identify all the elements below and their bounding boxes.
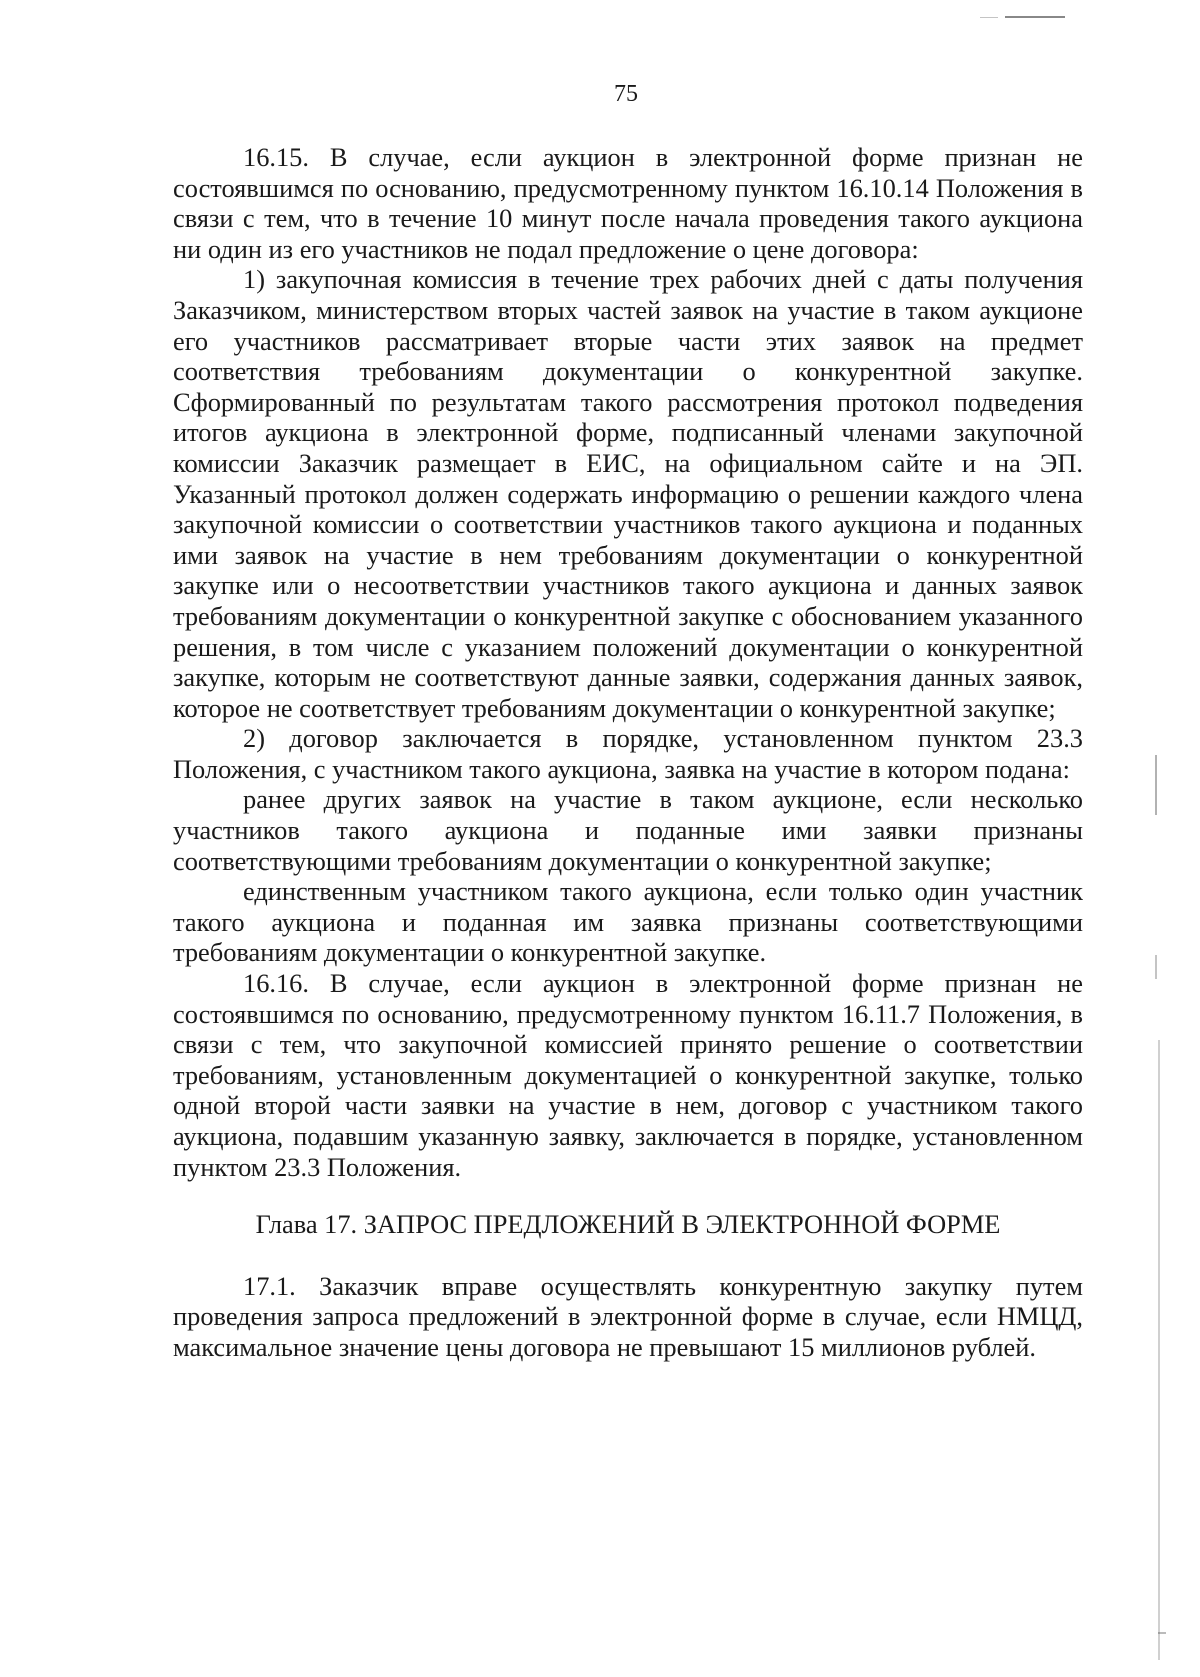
paragraph-16-16: 16.16. В случае, если аукцион в электронной форме признан не состоявшимся по основанию, предусмотренному пунктом 16.11.7 Положения, в связи с тем, что закупочной комиссией принято решение о соответствии требованиям, установленным документацией о конкурентной закупке, только одной второй части заявки на участие в нем, договор с участником такого аукциона, подавшим указанную заявку, заключается в порядке, установленном пунктом 23.3 Положения. [173, 968, 1083, 1182]
scan-artifact-top [1005, 16, 1065, 18]
scan-artifact-top-dash [980, 17, 998, 18]
paragraph-16-15: 16.15. В случае, если аукцион в электронной форме признан не состоявшимся по основанию, предусмотренному пунктом 16.10.14 Положения в связи с тем, что в течение 10 минут после начала проведения такого аукциона ни один из его участников не подал предложение о цене договора: [173, 142, 1083, 264]
document-body [173, 142, 1083, 1363]
page-number: 75 [614, 81, 638, 107]
paragraph-item-2: 2) договор заключается в порядке, установленном пунктом 23.3 Положения, с участником такого аукциона, заявка на участие в котором подана: [173, 723, 1083, 784]
paragraph-17-1: 17.1. Заказчик вправе осуществлять конкурентную закупку путем проведения запроса предложений в электронной форме в случае, если НМЦД, максимальное значение цены договора не превышают 15 миллионов рублей. [173, 1270, 1083, 1362]
paragraph-subitem-single: единственным участником такого аукциона, если только один участник такого аукциона и поданная им заявка признаны соответствующими требованиям документации о конкурентной закупке. [173, 876, 1083, 968]
scan-artifact-edge-3 [1158, 1040, 1160, 1660]
scan-artifact-edge-1 [1155, 755, 1157, 815]
chapter-heading: Глава 17. ЗАПРОС ПРЕДЛОЖЕНИЙ В ЭЛЕКТРОННОЙ ФОРМЕ [255, 1209, 1001, 1240]
paragraph-subitem-earlier: ранее других заявок на участие в таком аукционе, если несколько участников такого аукциона и поданные ими заявки признаны соответствующими требованиям документации о конкурентной закупке; [173, 784, 1083, 876]
scan-artifact-edge-2 [1155, 955, 1157, 979]
paragraph-item-1: 1) закупочная комиссия в течение трех рабочих дней с даты получения Заказчиком, министерством вторых частей заявок на участие в таком аукционе его участников рассматривает вторые части этих заявок на предмет соответствия требованиям документации о конкурентной закупке. Сформированный по результатам такого рассмотрения протокол подведения итогов аукциона в электронной форме, подписанный членами закупочной комиссии Заказчик размещает в ЕИС, на официальном сайте и на ЭП. Указанный протокол должен содержать информацию о решении каждого члена закупочной комиссии о соответствии участников такого аукциона и поданных ими заявок на участие в нем требованиям документации о конкурентной закупке или о несоответствии участников такого аукциона и данных заявок требованиям документации о конкурентной закупке с обоснованием указанного решения, в том числе с указанием положений документации о конкурентной закупке, которым не соответствуют данные заявки, содержания данных заявок, которое не соответствует требованиям документации о конкурентной закупке; [173, 264, 1083, 723]
scan-artifact-edge-4 [1158, 1632, 1166, 1634]
